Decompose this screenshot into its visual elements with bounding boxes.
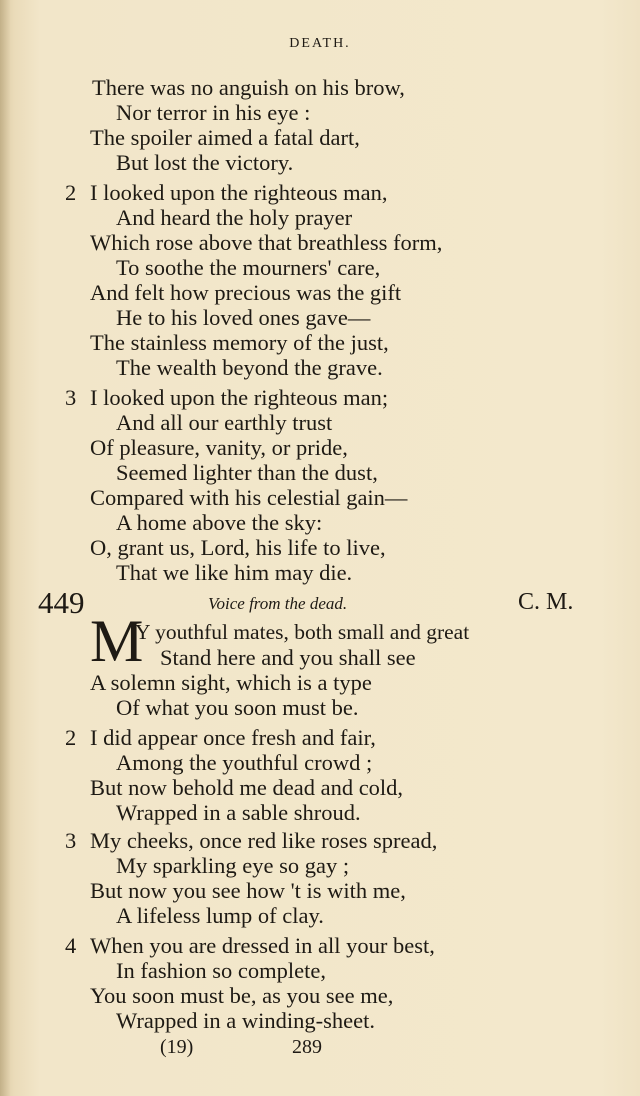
verse-line: O, grant us, Lord, his life to live, — [90, 535, 386, 560]
page-edge-shadow — [0, 0, 10, 1096]
verse-line: The spoiler aimed a fatal dart, — [90, 125, 360, 150]
verse-line: The stainless memory of the just, — [90, 330, 389, 355]
signature-mark: (19) — [160, 1036, 194, 1058]
verse-line: Nor terror in his eye : — [116, 100, 311, 125]
verse-line: My sparkling eye so gay ; — [116, 853, 350, 878]
stanza-number: 3 — [65, 828, 77, 853]
verse-line: There was no anguish on his brow, — [92, 75, 405, 100]
stanza-number: 4 — [65, 933, 77, 958]
verse-line: In fashion so complete, — [116, 958, 326, 983]
verse-line: Wrapped in a sable shroud. — [116, 800, 361, 825]
verse-line: I looked upon the righteous man, — [90, 180, 388, 205]
verse-line: And all our earthly trust — [116, 410, 333, 435]
verse-line: Stand here and you shall see — [160, 645, 416, 670]
verse-line: But lost the victory. — [116, 150, 294, 175]
stanza-number: 2 — [65, 180, 77, 205]
verse-line: A home above the sky: — [116, 510, 323, 535]
page-number: 289 — [292, 1036, 322, 1058]
running-header: DEATH. — [289, 36, 351, 51]
verse-line: But now you see how 't is with me, — [90, 878, 406, 903]
verse-line: But now behold me dead and cold, — [90, 775, 404, 800]
verse-line: Of what you soon must be. — [116, 695, 359, 720]
verse-line: Which rose above that breathless form, — [90, 230, 443, 255]
verse-line: And felt how precious was the gift — [90, 280, 402, 305]
verse-line: My cheeks, once red like roses spread, — [90, 828, 438, 853]
verse-line: Seemed lighter than the dust, — [116, 460, 378, 485]
verse-line: A solemn sight, which is a type — [90, 670, 372, 695]
stanza-number: 3 — [65, 385, 77, 410]
hymn-number: 449 — [38, 585, 85, 620]
verse-line: To soothe the mourners' care, — [116, 255, 381, 280]
verse-line: When you are dressed in all your best, — [90, 933, 435, 958]
hymn-meter: C. M. — [518, 589, 574, 615]
verse-line: You soon must be, as you see me, — [90, 983, 394, 1008]
verse-line: I looked upon the righteous man; — [90, 385, 389, 410]
verse-line: The wealth beyond the grave. — [116, 355, 383, 380]
drop-cap: M — [90, 608, 144, 674]
stanza-number: 2 — [65, 725, 77, 750]
verse-line: Compared with his celestial gain— — [90, 485, 408, 510]
verse-line: He to his loved ones gave— — [116, 305, 371, 330]
verse-line: Wrapped in a winding-sheet. — [116, 1008, 376, 1033]
verse-line: I did appear once fresh and fair, — [90, 725, 376, 750]
verse-line: Among the youthful crowd ; — [116, 750, 373, 775]
verse-line: A lifeless lump of clay. — [116, 903, 324, 928]
hymn-title: Voice from the dead. — [208, 594, 348, 613]
verse-line: And heard the holy prayer — [116, 205, 353, 230]
verse-line: That we like him may die. — [116, 560, 353, 585]
verse-line: Y youthful mates, both small and great — [135, 620, 470, 644]
verse-line: Of pleasure, vanity, or pride, — [90, 435, 348, 460]
